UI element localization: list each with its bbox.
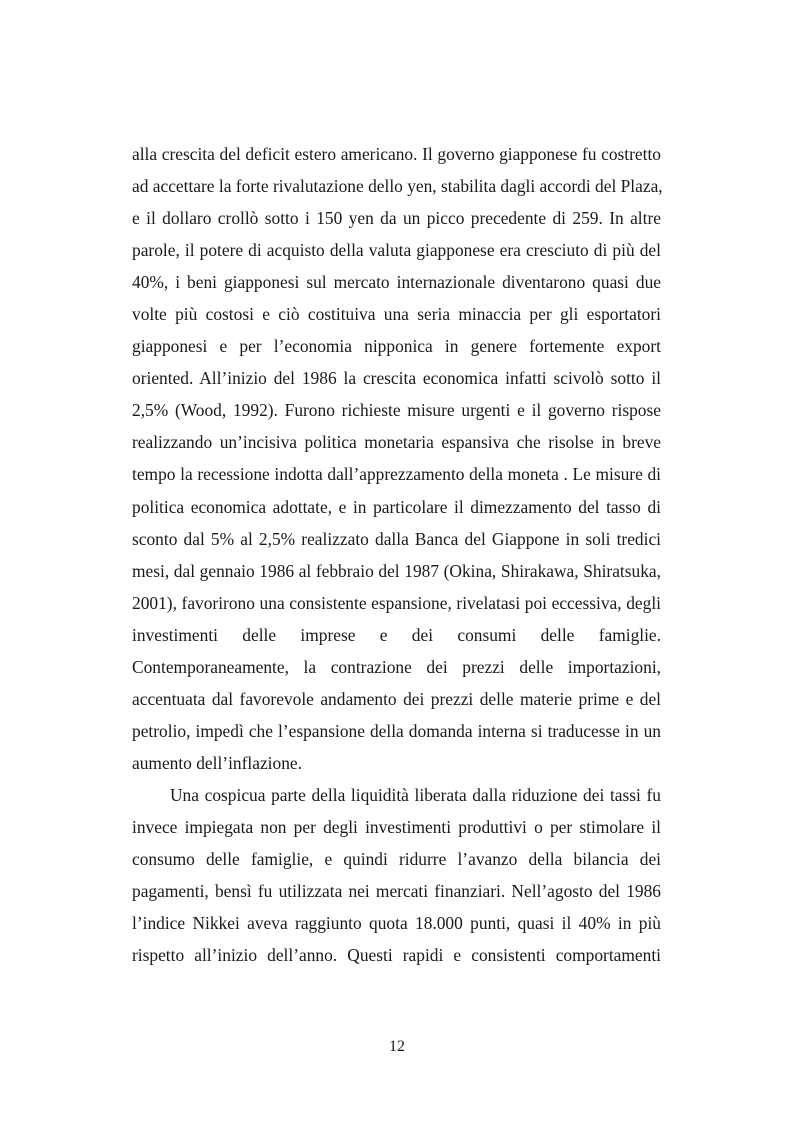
text-line: petrolio, impedì che l’espansione della domanda interna si traducesse in un [132, 720, 661, 741]
text-line: investimenti delle imprese e dei consumi delle famiglie. [132, 624, 661, 645]
text-line: giapponesi e per l’economia nipponica in genere fortemente export [132, 336, 661, 357]
text-line: mesi, dal gennaio 1986 al febbraio del 1987 (Okina, Shirakawa, Shiratsuka, [132, 560, 661, 581]
text-line: tempo la recessione indotta dall’apprezzamento della moneta . Le misure di [132, 464, 661, 485]
text-line: volte più costosi e ciò costituiva una seria minaccia per gli esportatori [132, 304, 661, 325]
text-line: aumento dell’inflazione. [132, 752, 302, 773]
text-line: parole, il potere di acquisto della valuta giapponese era cresciuto di più del [132, 240, 661, 261]
text-line: oriented. All’inizio del 1986 la crescita economica infatti scivolò sotto il [132, 368, 661, 389]
text-line: consumo delle famiglie, e quindi ridurre l’avanzo della bilancia dei [132, 849, 661, 870]
paragraph [132, 138, 661, 779]
text-line: alla crescita del deficit estero americano. Il governo giapponese fu costretto [132, 144, 661, 164]
text-line: politica economica adottate, e in particolare il dimezzamento del tasso di [132, 496, 661, 517]
text-line: invece impiegata non per degli investimenti produttivi o per stimolare il [132, 816, 661, 837]
text-line: 2001), favorirono una consistente espansione, rivelatasi poi eccessiva, degli [132, 592, 661, 613]
text-line: 40%, i beni giapponesi sul mercato internazionale diventarono quasi due [132, 272, 661, 293]
text-line: e il dollaro crollò sotto i 150 yen da un picco precedente di 259. In altre [132, 208, 661, 229]
paragraph [132, 779, 661, 971]
text-line: rispetto all’inizio dell’anno. Questi rapidi e consistenti comportamenti [132, 945, 661, 966]
text-line: l’indice Nikkei aveva raggiunto quota 18.000 punti, quasi il 40% in più [132, 913, 661, 934]
text-line: 2,5% (Wood, 1992). Furono richieste misure urgenti e il governo rispose [132, 400, 661, 421]
text-line: pagamenti, bensì fu utilizzata nei mercati finanziari. Nell’agosto del 1986 [132, 881, 661, 902]
page-number: 12 [389, 1038, 405, 1055]
text-line: realizzando un’incisiva politica monetaria espansiva che risolse in breve [132, 432, 661, 453]
text-line: sconto dal 5% al 2,5% realizzato dalla Banca del Giappone in soli tredici [132, 528, 661, 549]
text-line: Contemporaneamente, la contrazione dei prezzi delle importazioni, [132, 656, 661, 677]
text-line: ad accettare la forte rivalutazione dello yen, stabilita dagli accordi del Plaza, [132, 176, 663, 197]
text-line: Una cospicua parte della liquidità liberata dalla riduzione dei tassi fu [170, 784, 661, 805]
text-line: accentuata dal favorevole andamento dei prezzi delle materie prime e del [132, 688, 661, 709]
body-text [132, 138, 661, 971]
